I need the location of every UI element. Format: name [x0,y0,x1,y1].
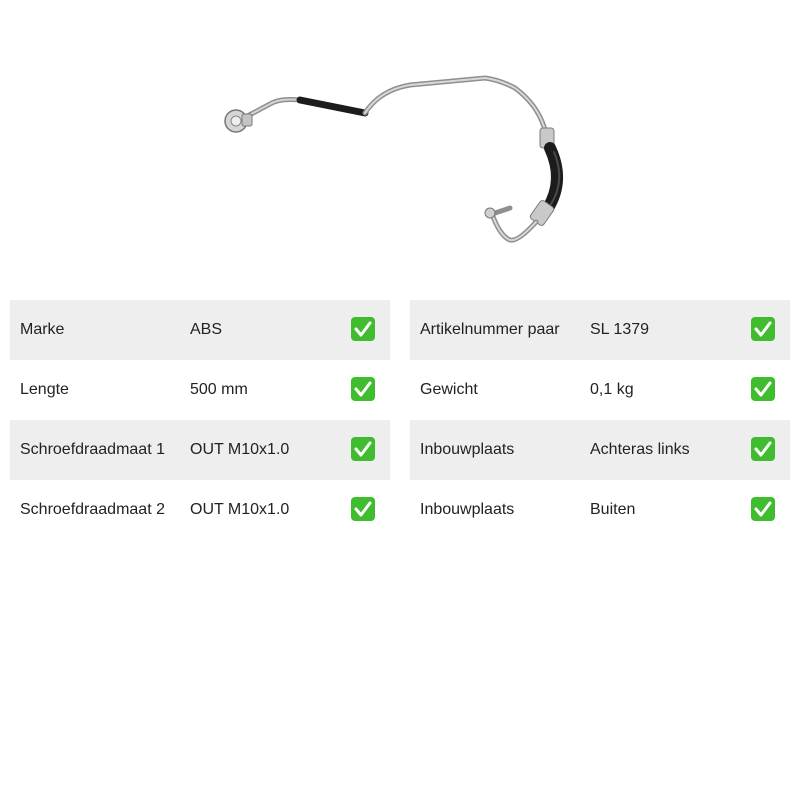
spec-label: Gewicht [420,381,478,398]
spec-value: OUT M10x1.0 [190,441,290,458]
check-icon [750,316,776,342]
spec-value: Buiten [590,501,636,518]
spec-label: Marke [20,321,65,338]
check-icon [750,376,776,402]
spec-label: Schroefdraadmaat 2 [20,501,165,518]
spec-row [10,360,390,420]
spec-value: OUT M10x1.0 [190,501,290,518]
spec-row [410,300,790,360]
spec-table-left [10,300,390,540]
spec-row [10,300,390,360]
spec-table-right [410,300,790,540]
check-icon [750,436,776,462]
spec-row [10,480,390,540]
spec-row [410,480,790,540]
check-icon [350,376,376,402]
check-icon [750,496,776,522]
brake-hose-image [200,60,600,260]
spec-value: ABS [190,321,223,338]
spec-value: SL 1379 [590,321,650,338]
spec-row [10,420,390,480]
spec-label: Artikelnummer paar [420,321,560,338]
spec-value: 0,1 kg [590,381,634,398]
check-icon [350,316,376,342]
spec-row [410,360,790,420]
spec-label: Lengte [20,381,69,398]
check-icon [350,496,376,522]
spec-value: Achteras links [590,441,690,458]
spec-label: Inbouwplaats [420,501,515,518]
spec-value: 500 mm [190,381,248,398]
spec-label: Schroefdraadmaat 1 [20,441,165,458]
check-icon [350,436,376,462]
spec-label: Inbouwplaats [420,441,515,458]
spec-row [410,420,790,480]
